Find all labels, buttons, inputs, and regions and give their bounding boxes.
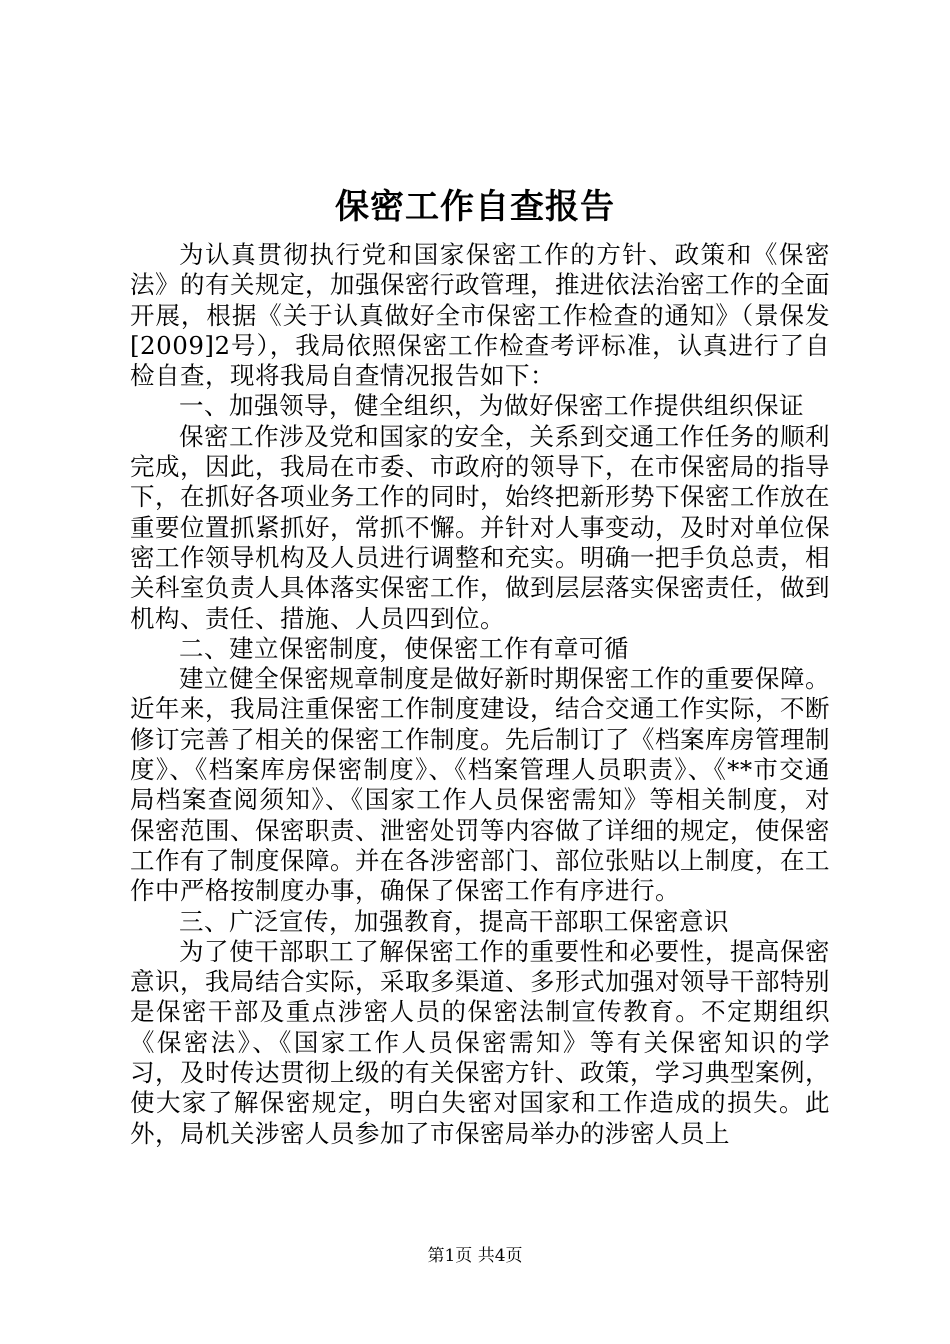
section-3-paragraph: 为了使干部职工了解保密工作的重要性和必要性，提高保密意识，我局结合实际，采取多渠道、多形式加强对领导干部特别是保密干部及重点涉密人员的保密法制宣传教育。不定期组织《保密法》、《国家工作人员保密需知》等有关保密知识的学习，及时传达贯彻上级的有关保密方针、政策，学习典型案例，使大家了解保密规定，明白失密对国家和工作造成的损失。此外，局机关涉密人员参加了市保密局举办的涉密人员上 <box>130 936 830 1148</box>
document-title: 保密工作自查报告 <box>335 187 615 227</box>
section-heading-2: 二、建立保密制度，使保密工作有章可循 <box>179 633 629 663</box>
section-2-paragraph: 建立健全保密规章制度是做好新时期保密工作的重要保障。近年来，我局注重保密工作制度建设，结合交通工作实际，不断修订完善了相关的保密工作制度。先后制订了《档案库房管理制度》、《档案库房保密制度》、《档案管理人员职责》、《**市交通局档案查阅须知》、《国家工作人员保密需知》等相关制度，对保密范围、保密职责、泄密处罚等内容做了详细的规定，使保密工作有了制度保障。并在各涉密部门、部位张贴以上制度，在工作中严格按制度办事，确保了保密工作有序进行。 <box>130 664 830 906</box>
document-body <box>130 240 830 1149</box>
page-number-footer: 第1页 共4页 <box>427 1246 523 1266</box>
section-heading-3: 三、广泛宣传，加强教育，提高干部职工保密意识 <box>179 906 729 936</box>
intro-paragraph: 为认真贯彻执行党和国家保密工作的方针、政策和《保密法》的有关规定，加强保密行政管理，推进依法治密工作的全面开展，根据《关于认真做好全市保密工作检查的通知》（景保发[2009]2号），我局依照保密工作检查考评标准，认真进行了自检自查，现将我局自查情况报告如下： <box>130 240 830 391</box>
section-1-paragraph: 保密工作涉及党和国家的安全，关系到交通工作任务的顺利完成，因此，我局在市委、市政府的领导下，在市保密局的指导下，在抓好各项业务工作的同时，始终把新形势下保密工作放在重要位置抓紧抓好，常抓不懈。并针对人事变动，及时对单位保密工作领导机构及人员进行调整和充实。明确一把手负总责，相关科室负责人具体落实保密工作，做到层层落实保密责任，做到机构、责任、措施、人员四到位。 <box>130 421 830 633</box>
section-heading-1: 一、加强领导，健全组织，为做好保密工作提供组织保证 <box>179 391 804 421</box>
